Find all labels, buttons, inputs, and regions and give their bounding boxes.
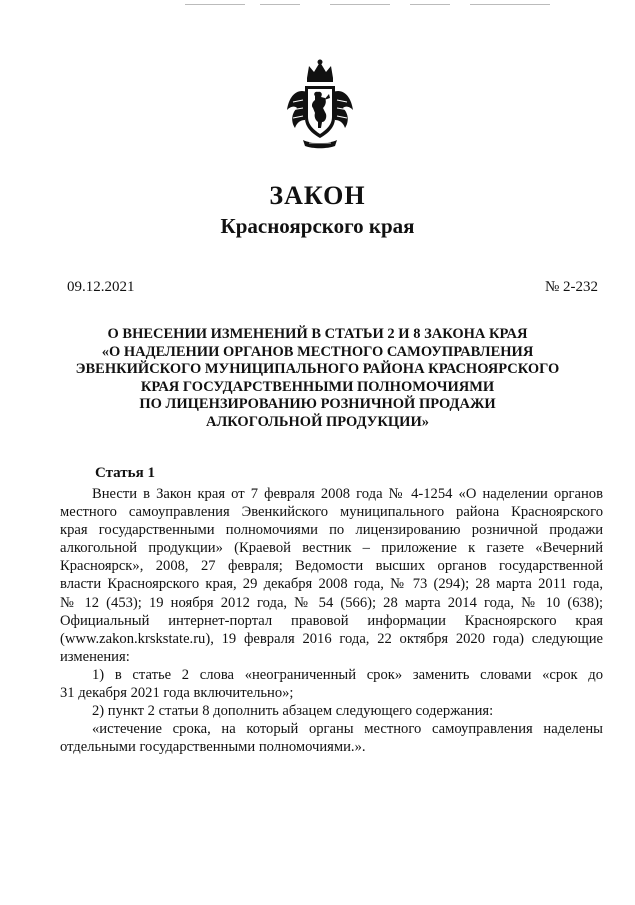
body-line: алкогольной продукции» (Краевой вестник – приложение к газете «Вечерний [60,540,603,557]
scan-artifact-line [260,4,300,5]
article-body [60,485,603,756]
body-line: № 12 (453); 19 ноября 2012 года, № 54 (566); 28 марта 2014 года, № 10 (638); [60,594,603,611]
body-line: 31 декабря 2021 года включительно»; [60,685,294,702]
heading-line: О ВНЕСЕНИИ ИЗМЕНЕНИЙ В СТАТЬИ 2 И 8 ЗАКОНА КРАЯ [107,326,528,342]
heading-line: «О НАДЕЛЕНИИ ОРГАНОВ МЕСТНОГО САМОУПРАВЛЕНИЯ [101,343,534,360]
scan-artifact-line [410,4,450,5]
law-heading [60,326,575,432]
body-line: отдельными государственными полномочиями.». [60,739,366,756]
body-line: Официальный интернет-портал правовой информации Красноярского края [60,612,603,629]
heading-line: ПО ЛИЦЕНЗИРОВАНИЮ РОЗНИЧНОЙ ПРОДАЖИ [139,396,496,413]
heading-line: АЛКОГОЛЬНОЙ ПРОДУКЦИИ» [206,413,429,430]
body-line: 2) пункт 2 статьи 8 дополнить абзацем следующего содержания: [92,703,494,720]
document-title: ЗАКОН [269,181,366,210]
body-line: власти Красноярского края, 29 декабря 2008 года, № 73 (294); 28 марта 2011 года, [60,576,603,593]
body-line: (www.zakon.krskstate.ru), 19 февраля 2016 года, 22 октября 2020 года) следующие [60,630,603,647]
body-line: края государственными полномочиями по лицензированию розничной продажи [60,522,603,539]
body-line: Красноярск», 2008, 27 февраля; Ведомости высших органов государственной [60,558,603,575]
body-line: «истечение срока, на который органы местного самоуправления наделены [92,721,603,738]
body-line: местного самоуправления Эвенкийского муниципального района Красноярского [60,504,603,521]
heading-line: ЭВЕНКИЙСКОГО МУНИЦИПАЛЬНОГО РАЙОНА КРАСНОЯРСКОГО [75,361,560,378]
krasnoyarsk-coat-of-arms-icon [285,58,355,158]
body-line: 1) в статье 2 слова «неограниченный срок» заменить словами «срок до [92,666,603,683]
document-subtitle: Красноярского края [220,214,415,238]
document-date: 09.12.2021 [67,279,135,295]
scan-artifact-line [330,4,390,5]
scan-artifact-line [185,4,245,5]
scan-artifact-line [470,4,550,5]
body-line: Внести в Закон края от 7 февраля 2008 года № 4-1254 «О наделении органов [92,486,603,502]
body-line: изменения: [60,648,130,665]
document-number: № 2-232 [544,279,598,295]
article-title: Статья 1 [95,465,155,481]
heading-line: КРАЯ ГОСУДАРСТВЕННЫМИ ПОЛНОМОЧИЯМИ [140,378,495,395]
